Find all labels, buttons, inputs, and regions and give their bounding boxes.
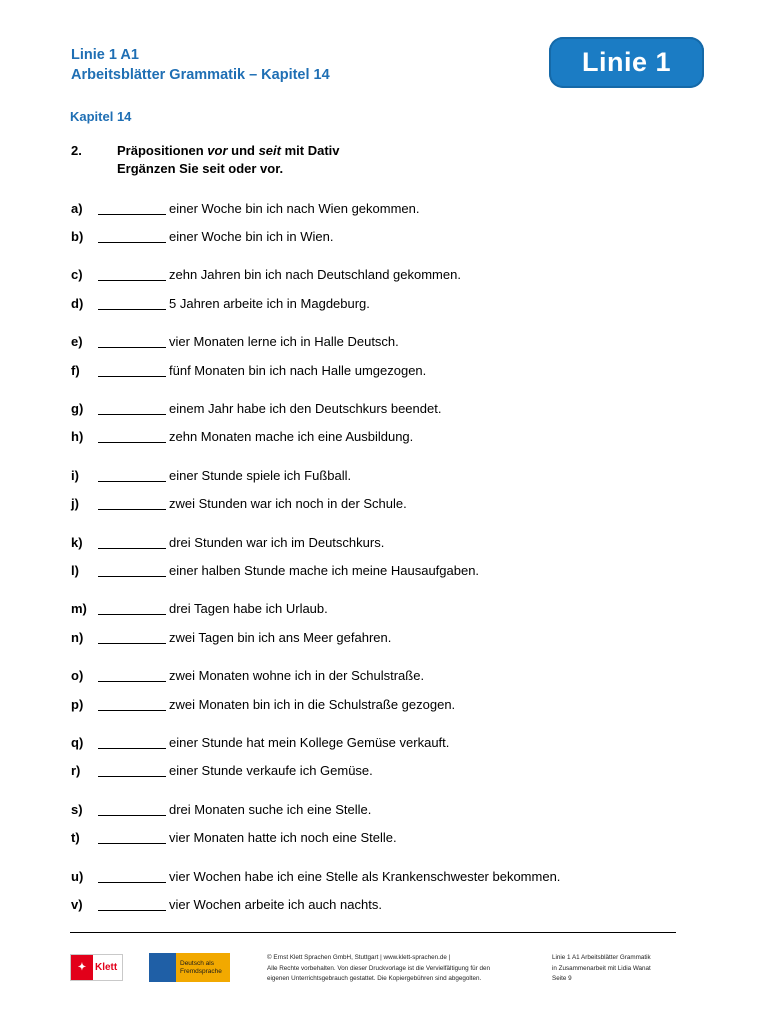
- exercise-label: u): [71, 868, 84, 884]
- answer-blank[interactable]: [98, 602, 166, 615]
- answer-blank[interactable]: [98, 803, 166, 816]
- exercise-item: [71, 695, 455, 713]
- exercise-sentence: zwei Stunden war ich noch in der Schule.: [169, 496, 407, 512]
- answer-blank[interactable]: [98, 536, 166, 549]
- answer-blank[interactable]: [98, 631, 166, 644]
- exercise-item: [71, 733, 449, 751]
- answer-blank[interactable]: [98, 698, 166, 711]
- answer-blank[interactable]: [98, 430, 166, 443]
- answer-blank[interactable]: [98, 230, 166, 243]
- exercise-label: m): [71, 601, 87, 617]
- exercise-label: o): [71, 668, 84, 684]
- copyright-line: Alle Rechte vorbehalten. Von dieser Druckvorlage ist die Vervielfältigung für den: [267, 964, 490, 972]
- exercise-label: p): [71, 696, 84, 712]
- footer-divider: [70, 932, 676, 933]
- title-part: mit Dativ: [280, 143, 340, 158]
- exercise-sentence: einer Stunde verkaufe ich Gemüse.: [169, 763, 373, 779]
- exercise-item: [71, 399, 441, 417]
- exercise-item: [71, 266, 461, 284]
- task-instruction: Ergänzen Sie seit oder vor.: [117, 161, 284, 176]
- exercise-sentence: einer Stunde spiele ich Fußball.: [169, 467, 352, 483]
- exercise-sentence: zwei Monaten bin ich in die Schulstraße gezogen.: [169, 696, 456, 712]
- exercise-sentence: drei Tagen habe ich Urlaub.: [169, 601, 328, 617]
- klett-logo: [70, 954, 123, 981]
- exercise-label: a): [71, 200, 83, 216]
- exercise-label: s): [71, 801, 83, 817]
- copyright-line: © Ernst Klett Sprachen GmbH, Stuttgart | www.klett-sprachen.de |: [267, 954, 451, 961]
- answer-blank[interactable]: [98, 831, 166, 844]
- exercise-label: g): [71, 400, 84, 416]
- exercise-item: [71, 762, 373, 780]
- klett-logo-text: Klett: [95, 962, 118, 973]
- copyright-notice: [267, 953, 490, 985]
- exercise-item: [71, 600, 328, 618]
- answer-blank[interactable]: [98, 669, 166, 682]
- exercise-sentence: zehn Jahren bin ich nach Deutschland gekommen.: [169, 267, 461, 283]
- daf-logo-text: Deutsch als Fremdsprache: [176, 953, 230, 982]
- exercise-item: [71, 428, 413, 446]
- credit-line: in Zusammenarbeit mit Lidia Wanat: [552, 964, 651, 972]
- exercise-sentence: einer halben Stunde mache ich meine Hausaufgaben.: [169, 563, 480, 578]
- exercise-label: d): [71, 295, 84, 311]
- exercise-sentence: einem Jahr habe ich den Deutschkurs beendet.: [169, 400, 442, 416]
- exercise-label: i): [71, 467, 79, 483]
- answer-blank[interactable]: [98, 870, 166, 883]
- exercise-sentence: drei Monaten suche ich eine Stelle.: [169, 801, 372, 817]
- title-part: und: [227, 143, 259, 158]
- answer-blank[interactable]: [98, 736, 166, 749]
- exercise-item: [71, 896, 382, 914]
- exercise-sentence: einer Woche bin ich in Wien.: [169, 229, 334, 244]
- exercise-item: [71, 294, 370, 312]
- worksheet-title: Arbeitsblätter Grammatik – Kapitel 14: [71, 67, 330, 83]
- exercise-label: t): [71, 830, 80, 846]
- exercise-sentence: vier Wochen habe ich eine Stelle als Krankenschwester bekommen.: [169, 868, 561, 884]
- exercise-item: [71, 562, 479, 580]
- exercise-item: [71, 867, 560, 885]
- linie1-logo: [549, 37, 704, 88]
- exercise-item: [71, 667, 424, 685]
- exercise-label: c): [71, 267, 83, 283]
- exercise-label: k): [71, 534, 83, 550]
- credit-notice: [552, 953, 651, 985]
- task-title: [117, 143, 340, 158]
- exercise-item: [71, 466, 351, 484]
- task-number: 2.: [71, 143, 82, 158]
- credit-line: Seite 9: [552, 975, 572, 982]
- exercise-sentence: 5 Jahren arbeite ich in Magdeburg.: [169, 295, 370, 311]
- title-part-italic: seit: [258, 143, 281, 158]
- answer-blank[interactable]: [98, 364, 166, 377]
- exercise-label: h): [71, 429, 84, 445]
- exercise-label: q): [71, 734, 84, 750]
- answer-blank[interactable]: [98, 268, 166, 281]
- exercise-sentence: fünf Monaten bin ich nach Halle umgezogen.: [169, 362, 427, 378]
- exercise-label: b): [71, 229, 84, 244]
- exercise-sentence: vier Monaten lerne ich in Halle Deutsch.: [169, 334, 399, 350]
- exercise-sentence: einer Woche bin ich nach Wien gekommen.: [169, 200, 420, 216]
- exercise-sentence: drei Stunden war ich im Deutschkurs.: [169, 534, 385, 550]
- daf-logo: [149, 953, 230, 982]
- exercise-sentence: zwei Tagen bin ich ans Meer gefahren.: [169, 629, 392, 645]
- answer-blank[interactable]: [98, 564, 166, 577]
- exercise-label: e): [71, 334, 83, 350]
- exercise-label: l): [71, 563, 79, 578]
- title-part-italic: vor: [207, 143, 228, 158]
- exercise-item: [71, 533, 384, 551]
- credit-line: Linie 1 A1 Arbeitsblätter Grammatik: [552, 954, 651, 961]
- logo-text: Linie 1: [581, 47, 672, 77]
- answer-blank[interactable]: [98, 764, 166, 777]
- exercise-item: [71, 628, 391, 646]
- exercise-item: [71, 199, 420, 217]
- answer-blank[interactable]: [98, 402, 166, 415]
- klett-mark-icon: ✦: [71, 955, 93, 980]
- series-title: Linie 1 A1: [71, 47, 139, 63]
- copyright-line: eigenen Unterrichtsgebrauch gestattet. Die Kopiergebühren sind abgegolten.: [267, 975, 482, 982]
- exercise-item: [71, 333, 399, 351]
- answer-blank[interactable]: [98, 898, 166, 911]
- title-part: Präpositionen: [117, 143, 208, 158]
- answer-blank[interactable]: [98, 202, 166, 215]
- exercise-label: j): [71, 496, 79, 512]
- exercise-label: v): [71, 897, 83, 912]
- exercise-sentence: vier Wochen arbeite ich auch nachts.: [169, 897, 382, 912]
- exercise-sentence: vier Monaten hatte ich noch eine Stelle.: [169, 830, 397, 846]
- daf-logo-block: [149, 953, 176, 982]
- exercise-label: r): [71, 763, 81, 779]
- chapter-heading: Kapitel 14: [70, 109, 132, 124]
- exercise-label: n): [71, 629, 84, 645]
- exercise-item: [71, 800, 371, 818]
- exercise-item: [71, 495, 407, 513]
- exercise-item: [71, 228, 334, 246]
- answer-blank[interactable]: [98, 297, 166, 310]
- answer-blank[interactable]: [98, 469, 166, 482]
- exercise-label: f): [71, 362, 80, 378]
- answer-blank[interactable]: [98, 497, 166, 510]
- exercise-item: [71, 829, 397, 847]
- exercise-item: [71, 361, 426, 379]
- answer-blank[interactable]: [98, 335, 166, 348]
- exercise-sentence: zwei Monaten wohne ich in der Schulstraße.: [169, 668, 425, 684]
- exercise-sentence: zehn Monaten mache ich eine Ausbildung.: [169, 429, 414, 445]
- exercise-sentence: einer Stunde hat mein Kollege Gemüse verkauft.: [169, 734, 450, 750]
